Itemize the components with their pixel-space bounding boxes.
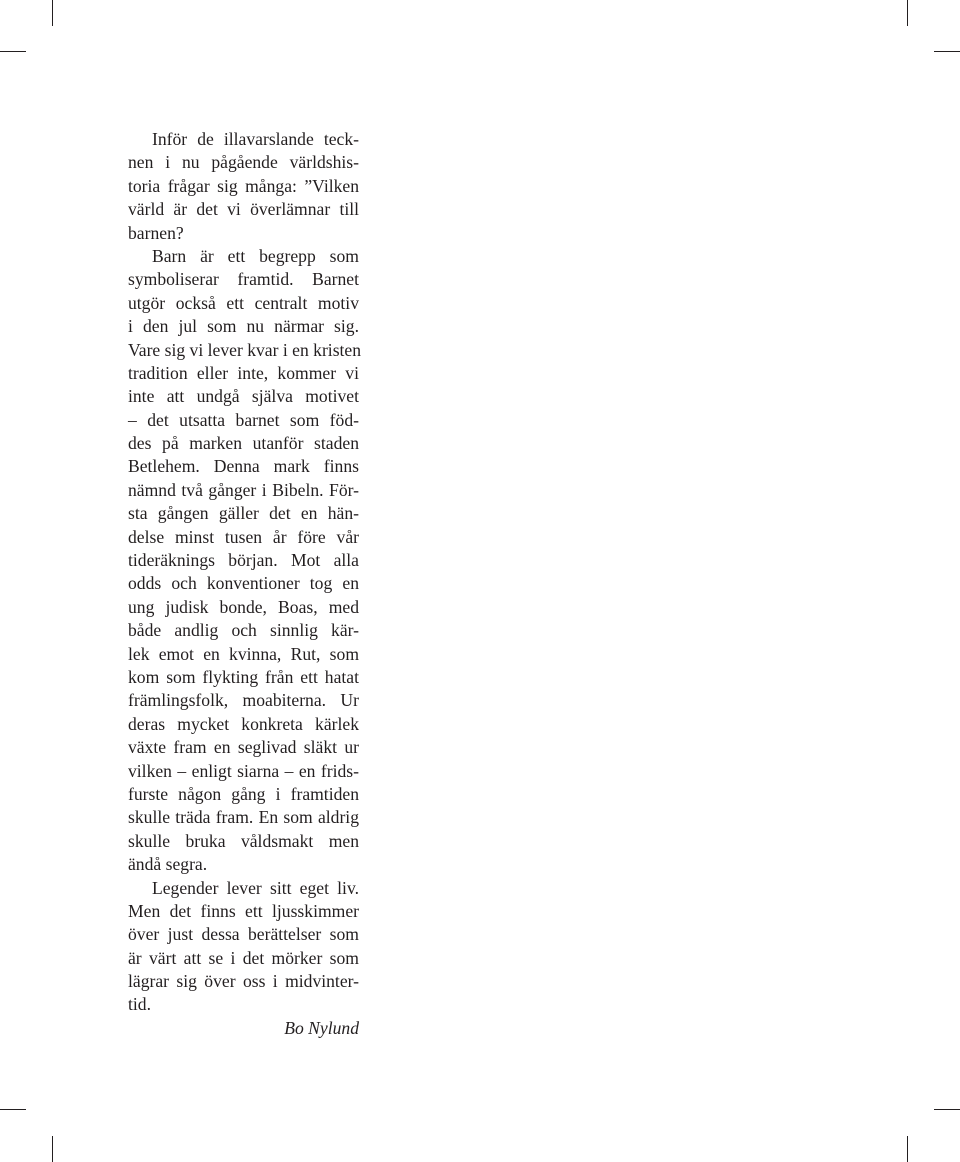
text-line: i den jul som nu närmar sig. bbox=[128, 316, 359, 337]
text-line: skulle träda fram. En som aldrig bbox=[128, 807, 359, 828]
text-line: tradition eller inte, kommer vi bbox=[128, 362, 359, 383]
text-line: Betlehem. Denna mark finns bbox=[128, 456, 359, 477]
text-line: sta gången gäller det en hän- bbox=[128, 503, 359, 524]
text-line: inte att undgå själva motivet bbox=[128, 386, 359, 407]
text-line: Legender lever sitt eget liv. bbox=[152, 877, 359, 898]
text-line: över just dessa berättelser som bbox=[128, 924, 359, 945]
text-line: deras mycket konkreta kärlek bbox=[128, 713, 359, 734]
crop-mark-bottom-right-h bbox=[934, 1109, 960, 1110]
article-body bbox=[128, 128, 362, 1017]
text-line: värld är det vi överlämnar till bbox=[128, 199, 359, 220]
text-line: toria frågar sig många: ”Vilken bbox=[128, 175, 359, 196]
text-line: kom som flykting från ett hatat bbox=[128, 666, 359, 687]
text-line: odds och konventioner tog en bbox=[128, 573, 359, 594]
crop-mark-bottom-left bbox=[52, 1136, 53, 1162]
text-line: utgör också ett centralt motiv bbox=[128, 292, 359, 313]
article-column bbox=[128, 128, 362, 1040]
text-line: nämnd två gånger i Bibeln. För- bbox=[128, 479, 359, 500]
crop-mark-top-right-h bbox=[934, 51, 960, 52]
crop-mark-top-left-h bbox=[0, 51, 26, 52]
text-line: främlingsfolk, moabiterna. Ur bbox=[128, 690, 359, 711]
text-line: växte fram en seglivad släkt ur bbox=[128, 737, 359, 758]
text-line: Barn är ett begrepp som bbox=[152, 245, 359, 266]
text-line: tideräknings början. Mot alla bbox=[128, 550, 359, 571]
text-line: Inför de illavarslande teck- bbox=[152, 129, 359, 149]
text-line: vilken – enligt siarna – en frids- bbox=[128, 760, 359, 781]
text-line: lek emot en kvinna, Rut, som bbox=[128, 643, 359, 664]
text-line: furste någon gång i framtiden bbox=[128, 783, 359, 804]
text-line: ung judisk bonde, Boas, med bbox=[128, 596, 359, 617]
crop-mark-top-right bbox=[907, 0, 908, 26]
signature: Bo Nylund bbox=[284, 1017, 359, 1038]
text-line: ändå segra. bbox=[128, 854, 208, 875]
text-line: tid. bbox=[128, 994, 151, 1015]
text-line: är värt att se i det mörker som bbox=[128, 947, 359, 968]
text-line: barnen? bbox=[128, 222, 184, 243]
text-line: skulle bruka våldsmakt men bbox=[128, 830, 359, 851]
text-line: – det utsatta barnet som föd- bbox=[128, 409, 359, 430]
text-line: des på marken utanför staden bbox=[128, 433, 359, 454]
crop-mark-top-left bbox=[52, 0, 53, 26]
crop-mark-bottom-right bbox=[907, 1136, 908, 1162]
text-line: både andlig och sinnlig kär- bbox=[128, 620, 359, 641]
text-line: lägrar sig över oss i midvinter- bbox=[128, 971, 359, 992]
text-line: symboliserar framtid. Barnet bbox=[128, 269, 359, 290]
text-line: Men det finns ett ljusskimmer bbox=[128, 900, 359, 921]
crop-mark-bottom-left-h bbox=[0, 1109, 26, 1110]
text-line: Vare sig vi lever kvar i en kristen bbox=[128, 339, 362, 360]
text-line: nen i nu pågående världshis- bbox=[128, 152, 359, 173]
text-line: delse minst tusen år före vår bbox=[128, 526, 359, 547]
